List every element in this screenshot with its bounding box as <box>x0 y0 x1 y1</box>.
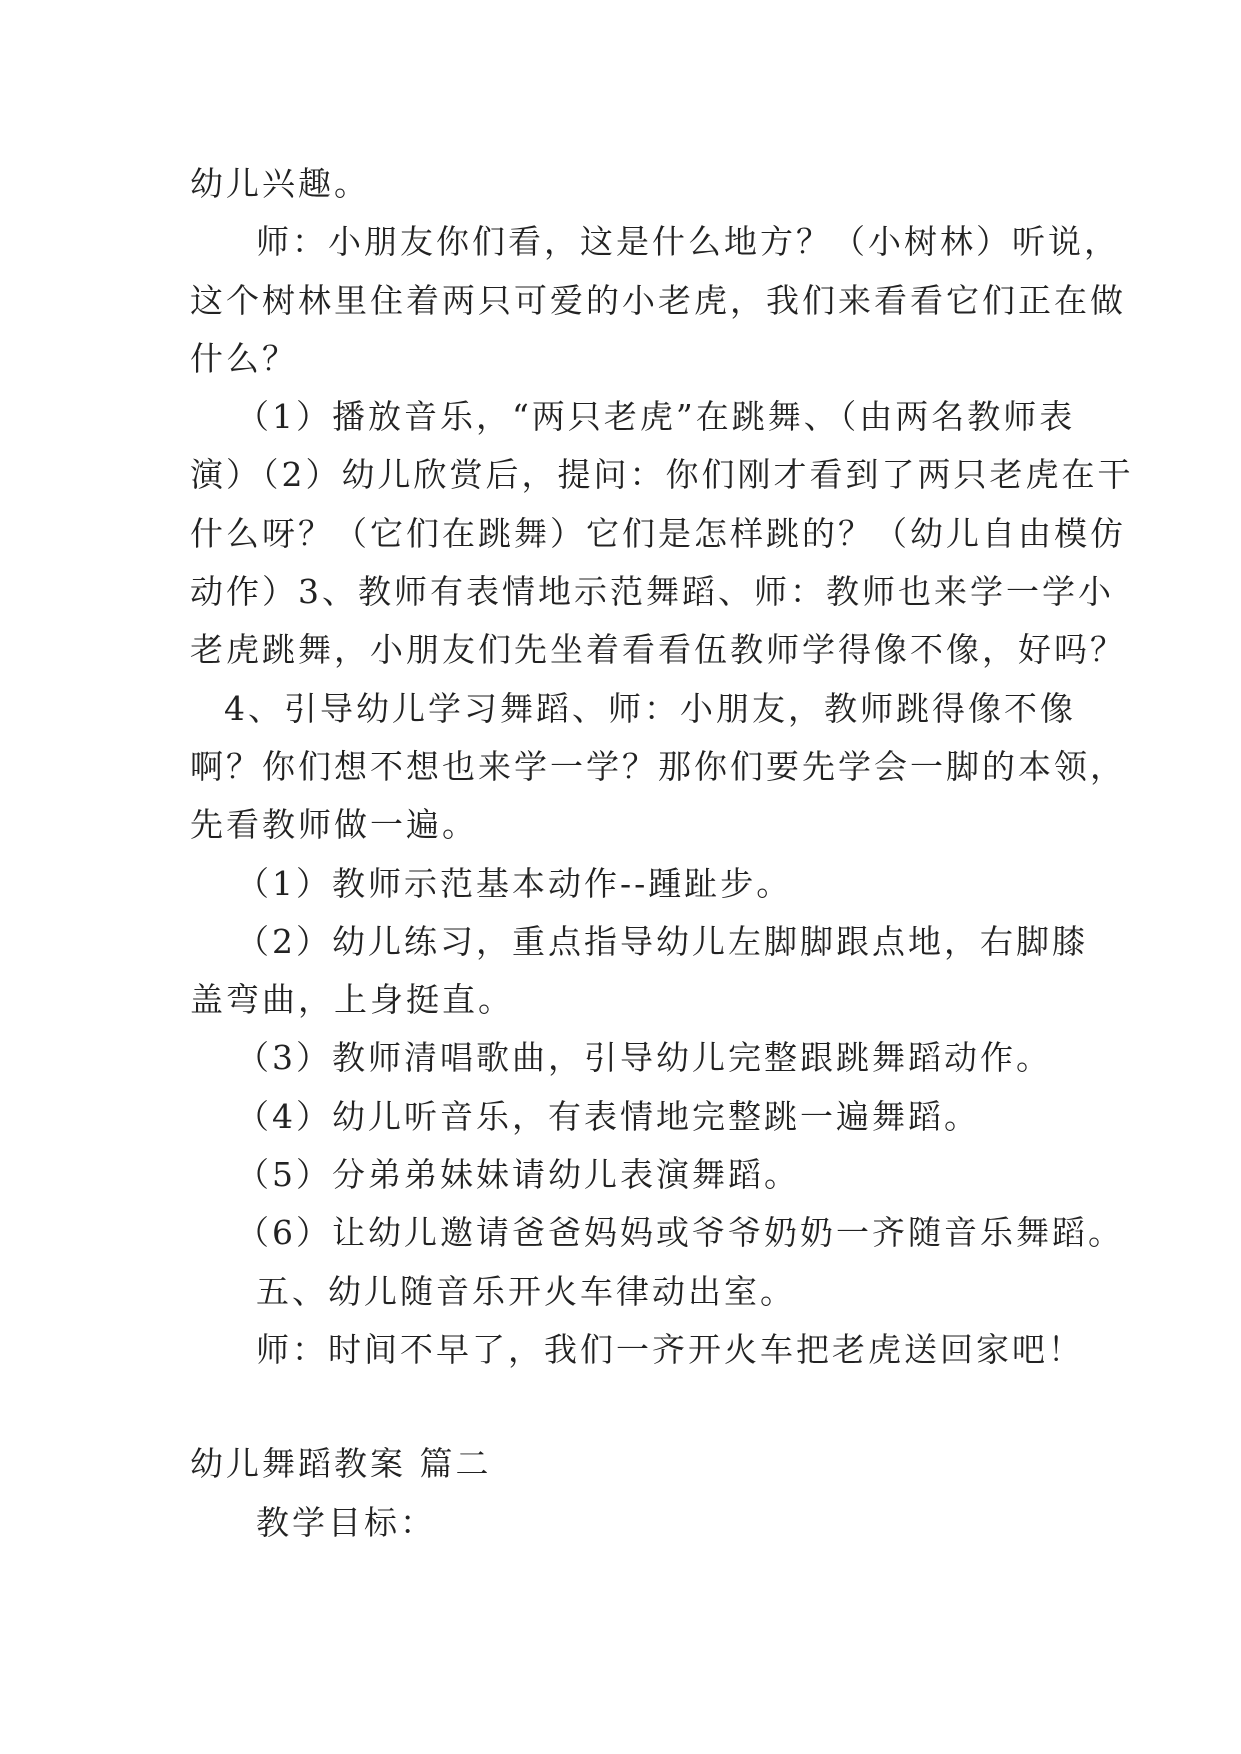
paragraph-line: （3）教师清唱歌曲，引导幼儿完整跟跳舞蹈动作。 <box>236 1038 1052 1078</box>
paragraph-line: 什么呀？（它们在跳舞）它们是怎样跳的？（幼儿自由模仿 <box>190 513 1126 553</box>
paragraph-line: 教学目标： <box>256 1502 436 1542</box>
paragraph-line: 五、幼儿随音乐开火车律动出室。 <box>256 1271 796 1311</box>
paragraph-line: 先看教师做一遍。 <box>190 805 478 845</box>
paragraph-line: 这个树林里住着两只可爱的小老虎，我们来看看它们正在做 <box>190 280 1126 320</box>
paragraph-line: （1）教师示范基本动作--踵趾步。 <box>236 863 793 903</box>
paragraph-line: 动作）3、教师有表情地示范舞蹈、师：教师也来学一学小 <box>190 572 1114 612</box>
paragraph-line: （5）分弟弟妹妹请幼儿表演舞蹈。 <box>236 1155 800 1195</box>
paragraph-line: 老虎跳舞，小朋友们先坐着看看伍教师学得像不像，好吗？ <box>190 630 1126 670</box>
paragraph-line: 幼儿兴趣。 <box>190 164 370 203</box>
paragraph-line: 演）（2）幼儿欣赏后，提问：你们刚才看到了两只老虎在干 <box>190 455 1134 495</box>
paragraph-line: （2）幼儿练习，重点指导幼儿左脚脚跟点地，右脚膝 <box>236 921 1088 961</box>
document-body <box>190 155 1134 1552</box>
paragraph-line: （4）幼儿听音乐，有表情地完整跳一遍舞蹈。 <box>236 1096 980 1136</box>
paragraph-line: 师：时间不早了，我们一齐开火车把老虎送回家吧！ <box>256 1329 1084 1369</box>
section-gap <box>190 1379 1070 1435</box>
paragraph-line: 4、引导幼儿学习舞蹈、师：小朋友，教师跳得像不像 <box>224 688 1076 728</box>
paragraph-line: （1）播放音乐，“两只老虎”在跳舞、（由两名教师表 <box>236 397 1076 437</box>
section-heading: 幼儿舞蹈教案 篇二 <box>190 1444 492 1484</box>
paragraph-line: 什么？ <box>190 338 298 378</box>
paragraph-line: 盖弯曲，上身挺直。 <box>190 980 514 1020</box>
paragraph-line: 师：小朋友你们看，这是什么地方？（小树林）听说， <box>256 222 1120 262</box>
paragraph-line: 啊？你们想不想也来学一学？那你们要先学会一脚的本领， <box>190 746 1126 786</box>
paragraph-line: （6）让幼儿邀请爸爸妈妈或爷爷奶奶一齐随音乐舞蹈。 <box>236 1213 1124 1253</box>
